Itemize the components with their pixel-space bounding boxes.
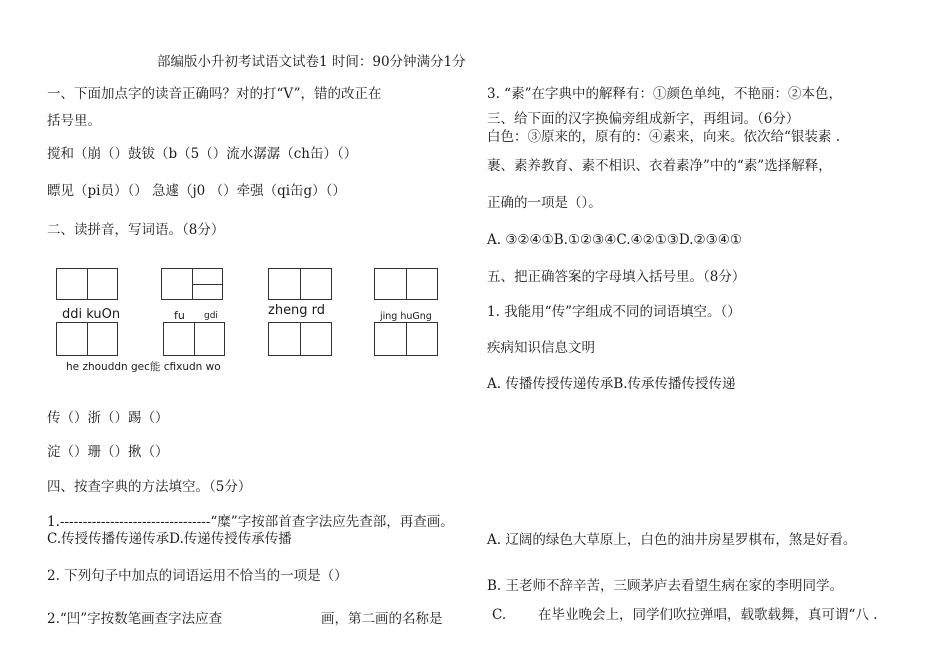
question-4-options-cd: C.传授传播传递传承D.传递传授传承传播 — [47, 531, 292, 547]
right-option-c-label: C. — [492, 607, 507, 623]
page-title: 部编版小升初考试语文试卷1 时间：90分钟满分1分 — [157, 54, 466, 70]
writing-box — [56, 322, 118, 356]
question-3-line-1: 传（）浙（）踢（） — [47, 410, 169, 426]
right-options-ab: A. 传播传授传递传承B.传承传播传授传递 — [487, 376, 736, 392]
pinyin-label: ddi kuOn — [62, 307, 121, 322]
question-5-title: 五、把正确答案的字母填入括号里。（8分） — [487, 269, 746, 285]
question-1-items-b: 瞟见（pi员）（） 急遽（j0 （）牵强（qi缶g）（） — [47, 183, 346, 199]
writing-box — [374, 322, 438, 356]
writing-box — [56, 268, 118, 300]
right-word-list: 疾病知识信息文明 — [487, 340, 595, 356]
question-4-title: 四、按查字典的方法填空。（5分） — [47, 479, 252, 495]
right-line-3: 白色：③原来的，原有的：④素来，向来。依次给“银装素 . — [487, 129, 840, 145]
question-4-item-3a: 2.“凹”字按数笔画查字法应查 — [47, 611, 223, 627]
right-line-5: 正确的一项是（）。 — [487, 195, 602, 211]
right-line-1: 3. “素”在字典中的解释有：①颜色单纯，不艳丽：②本色， — [487, 86, 842, 102]
question-3-title: 三、给下面的汉字换偏旁组成新字，再组词。（6分） — [487, 111, 800, 127]
question-1-line-2: 括号里。 — [47, 113, 101, 129]
question-1-items-a: 搅和（崩（）鼓钹（b（5（）流水潺潺（ch缶）（） — [47, 146, 358, 162]
writing-box — [374, 268, 438, 300]
right-line-4: 裹、素养教育、素不相识、衣着素净”中的“素”选择解释， — [487, 158, 832, 174]
right-option-a: A. 辽阔的绿色大草原上，白色的油井房星罗棋布，煞是好看。 — [487, 532, 857, 548]
writing-box — [161, 268, 223, 300]
writing-box — [268, 268, 332, 300]
right-option-b: B. 王老师不辞辛苦，三顾茅庐去看望生病在家的李明同学。 — [487, 578, 844, 594]
right-options-line: A. ③②④①B.①②③④C.④②①③D.②③④① — [487, 232, 742, 248]
question-3-line-2: 淀（）珊（）揪（） — [47, 444, 169, 460]
question-1-line-1: 一、下面加点字的读音正确吗？对的打“V”，错的改正在 — [47, 86, 382, 102]
pinyin-label: zheng rd — [268, 303, 326, 318]
pinyin-label: fu — [174, 309, 185, 322]
question-4-item-2: 2. 下列句子中加点的词语运用不恰当的一项是（） — [47, 568, 348, 584]
writing-box — [268, 322, 332, 356]
writing-box — [163, 322, 225, 356]
question-2-title: 二、读拼音，写词语。（8分） — [47, 222, 225, 238]
question-4-item-1: 1.---------------------------------“糜”字按部首查字法应先查部，再查画。 — [47, 514, 454, 530]
question-4-item-3b: 画，第二画的名称是 — [321, 611, 443, 627]
right-option-c: 在毕业晚会上，同学们吹拉弹唱，载歌载舞，真可谓“八 . — [538, 607, 878, 623]
question-5-item-1: 1. 我能用“传”字组成不同的词语填空。（） — [487, 304, 741, 320]
pinyin-label: jing huGng — [380, 311, 432, 322]
pinyin-label: gdi — [204, 311, 218, 321]
pinyin-label: he zhouddn gec能 cfixudn wo — [66, 361, 221, 373]
